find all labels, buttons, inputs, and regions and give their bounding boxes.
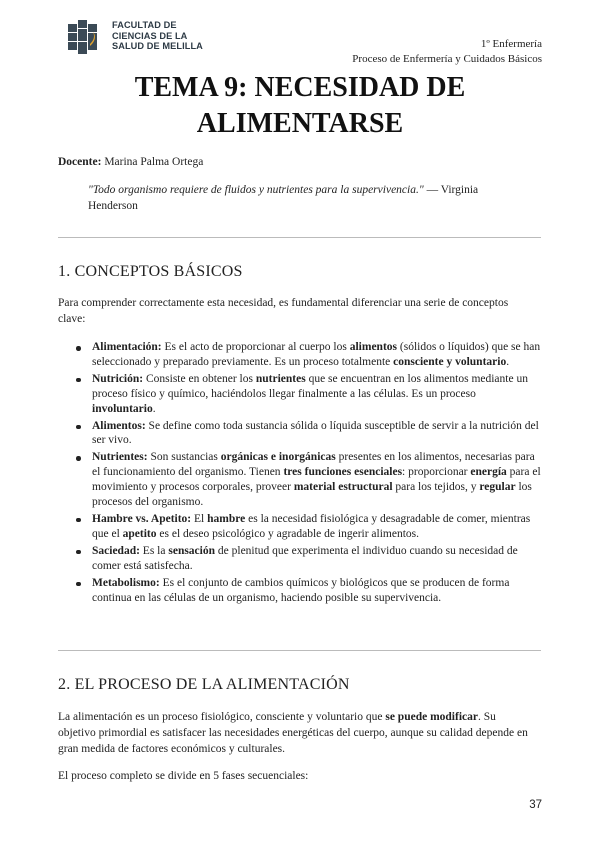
page-number: 37: [529, 799, 542, 811]
logo-text-line: SALUD DE MELILLA: [112, 41, 203, 52]
list-item-bold: nutrientes: [255, 372, 306, 385]
list-item-bold: consciente y voluntario: [393, 355, 507, 368]
logo-text-line: CIENCIAS DE LA: [112, 30, 188, 41]
list-item-text: Se define como toda sustancia sólida o líquida susceptible de servir a la nutrición del ser vivo.: [92, 419, 539, 447]
list-item-text: (sólidos o líquidos) que se han seleccionado y preparado previamente. Es un proceso totalmente: [92, 341, 541, 368]
list-item-text: .: [506, 355, 510, 368]
list-item-text: Es el acto de proporcionar al cuerpo los: [161, 341, 350, 353]
list-item-text: es el deseo psicológico y agradable de ingerir alimentos.: [156, 527, 420, 540]
section-paragraph: [58, 709, 536, 757]
list-item-text: presentes en los alimentos, necesarias para el funcionamiento del organismo. Tienen: [92, 451, 535, 479]
list-item-text: Es la: [139, 544, 169, 557]
list-item: [58, 372, 542, 417]
list-item-bold: Hambre vs. Apetito:: [92, 512, 192, 525]
concept-list: [58, 340, 542, 607]
paragraph-text: . Su objetivo primordial es satisfacer las necesidades energéticas del cuerpo, aunque su calidad depende en gran medida de factores económicos y culturales.: [58, 711, 528, 755]
bullet-icon: [76, 456, 81, 461]
list-item-text: los procesos del organismo.: [92, 481, 532, 509]
docente-line: [58, 156, 203, 168]
list-item-bold: Nutrientes:: [92, 451, 148, 464]
list-item-text: : proporcionar: [402, 466, 471, 479]
list-item-bold: involuntario: [92, 402, 153, 415]
section-heading: 2. EL PROCESO DE LA ALIMENTACIÓN: [58, 676, 350, 693]
divider: [58, 237, 541, 238]
quote: [88, 182, 508, 214]
list-item-bold: energía: [470, 466, 507, 479]
bullet-icon: [76, 378, 81, 383]
list-item: [58, 544, 542, 574]
faculty-logo: [68, 20, 208, 58]
header-year: 1º Enfermería: [480, 38, 542, 50]
logo-text-line: FACULTAD DE: [112, 20, 177, 30]
faculty-logo-icon: [68, 20, 104, 56]
page-title: [40, 70, 560, 142]
docente-name: Marina Palma Ortega: [101, 156, 204, 168]
paragraph-text: La alimentación es un proceso fisiológico, consciente y voluntario que: [58, 711, 386, 723]
header-subject: Proceso de Enfermería y Cuidados Básicos: [352, 53, 542, 65]
bullet-icon: [76, 518, 81, 523]
list-item: [58, 450, 542, 510]
list-item-text: de plenitud que experimenta el individuo cuando su necesidad de comer está satisfecha.: [92, 544, 518, 572]
divider: [58, 650, 541, 651]
quote-text: "Todo organismo requiere de fluidos y nutrientes para la supervivencia.": [88, 184, 424, 196]
list-item-text: es la necesidad fisiológica y desagradable de comer, mientras que el: [92, 512, 531, 540]
list-item-text: que se encuentran en los alimentos mediante un proceso físico y químico, haciéndolos llegar finalmente a las células. Es un proceso: [92, 372, 528, 400]
list-item: [58, 340, 542, 370]
title-line: TEMA 9: NECESIDAD DE: [134, 72, 466, 103]
list-item-text: Es el conjunto de cambios químicos y biológicos que se producen de forma continua en las células de un organismo, haciendo posible su supervivencia.: [92, 576, 510, 604]
list-item-bold: Nutrición:: [92, 372, 144, 385]
list-item-bold: regular: [479, 481, 516, 494]
section-intro: Para comprender correctamente esta necesidad, es fundamental diferenciar una serie de conceptos clave:: [58, 297, 509, 325]
list-item-bold: hambre: [207, 512, 246, 525]
list-item-bold: material estructural: [293, 481, 393, 494]
list-item-text: para los tejidos, y: [392, 481, 480, 494]
list-item-bold: tres funciones esenciales: [283, 466, 403, 479]
list-item-bold: Alimentos:: [92, 419, 146, 432]
list-item-bold: Metabolismo:: [92, 576, 160, 589]
bullet-icon: [76, 582, 81, 587]
list-item-text: El: [191, 512, 208, 525]
bullet-icon: [76, 346, 81, 351]
quote-author: — Virginia Henderson: [88, 184, 479, 212]
list-item: [58, 419, 542, 449]
section-paragraph: El proceso completo se divide en 5 fases secuenciales:: [58, 770, 309, 782]
bullet-icon: [76, 550, 81, 555]
header-course-info: [352, 37, 542, 67]
title-line: ALIMENTARSE: [196, 108, 404, 139]
list-item-bold: orgánicas e inorgánicas: [220, 451, 336, 464]
list-item: [58, 576, 542, 606]
list-item-bold: sensación: [168, 544, 216, 557]
section-heading: 1. CONCEPTOS BÁSICOS: [58, 263, 243, 280]
list-item-bold: Alimentación:: [92, 341, 162, 353]
list-item-text: para el movimiento y procesos corporales, proveer: [92, 466, 541, 494]
paragraph-bold: se puede modificar: [385, 711, 478, 723]
docente-label: Docente:: [58, 156, 102, 168]
list-item: [58, 512, 542, 542]
bullet-icon: [76, 425, 81, 430]
list-item-bold: Saciedad:: [92, 544, 140, 557]
list-item-text: Consiste en obtener los: [143, 372, 256, 385]
list-item-text: Son sustancias: [147, 451, 221, 464]
list-item-bold: alimentos: [349, 341, 398, 353]
list-item-bold: apetito: [122, 527, 157, 540]
list-item-text: .: [152, 402, 156, 415]
